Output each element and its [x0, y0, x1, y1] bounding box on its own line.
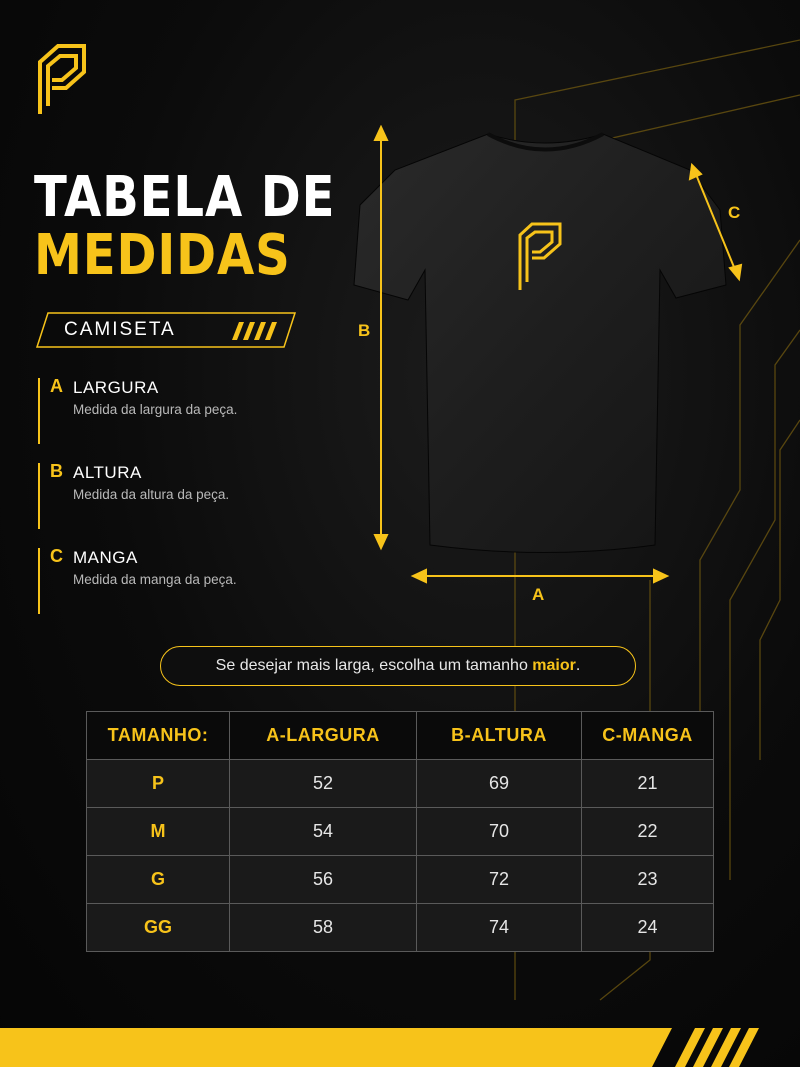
dimension-label-a: A — [532, 585, 545, 604]
value-cell: 23 — [582, 856, 714, 904]
table-header-cell: C-MANGA — [582, 712, 714, 760]
legend-item-a — [38, 378, 278, 444]
legend-bar — [38, 378, 40, 444]
legend-item-c — [38, 548, 278, 614]
page-title-line1: TABELA DE — [34, 165, 336, 230]
size-cell: M — [87, 808, 230, 856]
value-cell: 74 — [417, 904, 582, 952]
size-table — [86, 711, 714, 952]
note-emphasis: maior — [532, 657, 576, 674]
value-cell: 24 — [582, 904, 714, 952]
legend-name: MANGA — [73, 548, 138, 567]
legend-name: LARGURA — [73, 378, 159, 397]
table-row — [87, 808, 714, 856]
value-cell: 69 — [417, 760, 582, 808]
table-row — [87, 856, 714, 904]
legend-desc: Medida da altura da peça. — [73, 487, 230, 502]
legend-letter: A — [50, 376, 63, 396]
size-cell: G — [87, 856, 230, 904]
table-header-cell: TAMANHO: — [87, 712, 230, 760]
legend-letter: B — [50, 461, 63, 481]
table-row — [87, 904, 714, 952]
legend-letter: C — [50, 546, 63, 566]
tshirt-diagram — [345, 125, 745, 595]
value-cell: 58 — [230, 904, 417, 952]
dimension-label-c: C — [728, 203, 741, 222]
table-header-cell: B-ALTURA — [417, 712, 582, 760]
table-row — [87, 760, 714, 808]
brand-logo-icon — [36, 42, 88, 118]
dimension-label-b: B — [358, 321, 371, 340]
value-cell: 21 — [582, 760, 714, 808]
note-end: . — [575, 657, 581, 674]
size-cell: P — [87, 760, 230, 808]
value-cell: 22 — [582, 808, 714, 856]
legend-bar — [38, 463, 40, 529]
legend-name: ALTURA — [73, 463, 142, 482]
value-cell: 70 — [417, 808, 582, 856]
legend-desc: Medida da manga da peça. — [73, 572, 237, 587]
value-cell: 56 — [230, 856, 417, 904]
page-title-line2: MEDIDAS — [34, 223, 291, 288]
table-header-cell: A-LARGURA — [230, 712, 417, 760]
table-header-row — [87, 712, 714, 760]
note-text: Se desejar mais larga, escolha um tamanho — [215, 657, 533, 674]
size-cell: GG — [87, 904, 230, 952]
subtitle: CAMISETA — [64, 319, 176, 340]
legend-bar — [38, 548, 40, 614]
value-cell: 52 — [230, 760, 417, 808]
legend-item-b — [38, 463, 278, 529]
tshirt-shape — [354, 134, 726, 553]
footer-stripe — [0, 1028, 800, 1067]
legend-desc: Medida da largura da peça. — [73, 402, 238, 417]
value-cell: 72 — [417, 856, 582, 904]
size-tip-note — [160, 646, 636, 686]
value-cell: 54 — [230, 808, 417, 856]
